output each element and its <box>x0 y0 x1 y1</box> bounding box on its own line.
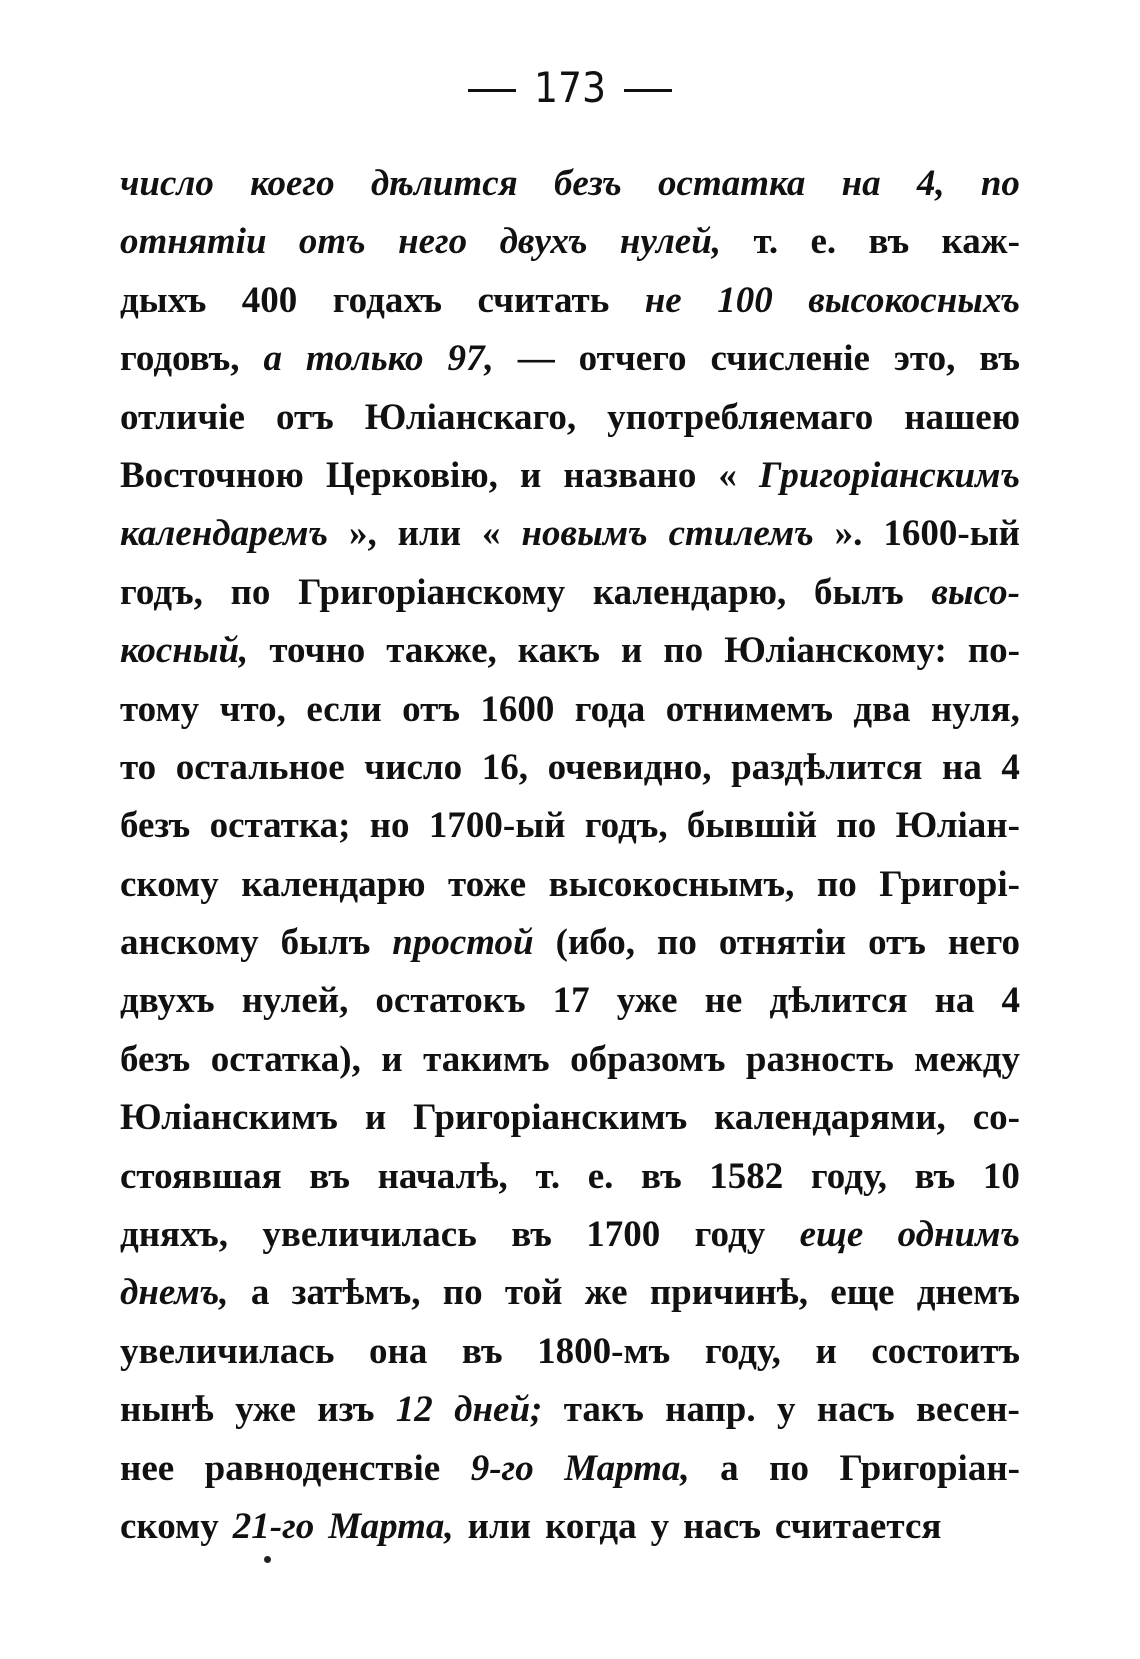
word: остатка; <box>209 805 351 847</box>
word: въ <box>641 1155 682 1197</box>
word: считается <box>774 1505 942 1547</box>
word: въ <box>461 1330 503 1372</box>
italic-word: нулей, <box>619 221 722 263</box>
word: не <box>704 980 743 1022</box>
word: если <box>306 688 382 730</box>
word: — <box>517 338 555 380</box>
italic-word: отъ <box>298 221 366 263</box>
word: 400 <box>241 279 298 321</box>
word: число <box>364 746 463 788</box>
word: безъ <box>120 805 191 847</box>
word: годовъ, <box>120 338 240 380</box>
word: со- <box>972 1097 1020 1139</box>
word: увеличилась <box>262 1214 477 1256</box>
word: двухъ <box>120 980 215 1022</box>
word: состоитъ <box>871 1330 1020 1372</box>
text-line <box>120 1206 1020 1264</box>
italic-word: днемъ, <box>120 1272 229 1314</box>
word: отнимемъ <box>665 688 833 730</box>
word: Юліанскимъ <box>120 1097 338 1139</box>
word: или <box>397 513 462 555</box>
word: т. <box>535 1155 561 1197</box>
italic-word: 21-го <box>232 1505 315 1547</box>
word: нее <box>120 1447 175 1489</box>
header-dash-right <box>624 89 672 92</box>
word: насъ <box>816 1389 895 1431</box>
word: счисленіе <box>710 338 870 380</box>
italic-word: а <box>263 338 282 380</box>
word: также, <box>386 630 497 672</box>
word: стоявшая <box>120 1155 282 1197</box>
word: и <box>519 454 542 496</box>
word: по <box>230 571 271 613</box>
text-line <box>120 1031 1020 1089</box>
word: тоже <box>448 863 527 905</box>
word: раздѣлится <box>731 746 923 788</box>
word: когда <box>545 1505 637 1547</box>
italic-word: 97, <box>447 338 494 380</box>
italic-word: только <box>305 338 424 380</box>
word: и <box>815 1330 837 1372</box>
italic-word: стилемъ <box>668 513 814 555</box>
text-line <box>120 272 1020 330</box>
word: него <box>947 922 1020 964</box>
word: году <box>694 1214 766 1256</box>
page-number: 173 <box>533 63 607 112</box>
word: дыхъ <box>120 279 207 321</box>
word: анскому <box>120 922 259 964</box>
word: « <box>718 454 737 496</box>
word: остатокъ <box>375 980 526 1022</box>
word: отъ <box>868 922 926 964</box>
word: 1582 <box>709 1155 784 1197</box>
text-line <box>120 1089 1020 1147</box>
word: отличіе <box>120 396 245 438</box>
italic-word: остатка <box>658 163 806 204</box>
word: 16, <box>481 746 528 788</box>
word: днемъ <box>916 1272 1020 1314</box>
word: по <box>442 1272 483 1314</box>
word: Григорі- <box>879 863 1020 905</box>
word: нуля, <box>930 688 1020 730</box>
word: (ибо, <box>555 922 636 964</box>
word: е. <box>587 1155 614 1197</box>
text-line <box>120 1148 1020 1206</box>
word: очевидно, <box>547 746 712 788</box>
italic-word: 9-го <box>470 1447 534 1489</box>
word: 4 <box>1001 980 1020 1022</box>
word: 1700 <box>586 1214 661 1256</box>
word: и <box>381 1038 403 1080</box>
word: году, <box>704 1330 781 1372</box>
word: такимъ <box>423 1038 550 1080</box>
body-text <box>120 155 1020 1556</box>
word: годахъ <box>332 279 442 321</box>
word: отъ <box>275 396 334 438</box>
word: года <box>574 688 646 730</box>
word: отчего <box>578 338 687 380</box>
word: былъ <box>813 571 904 613</box>
header-dash-left <box>468 89 516 92</box>
word: Юліан- <box>895 805 1020 847</box>
word: а <box>250 1272 270 1314</box>
word: 17 <box>552 980 590 1022</box>
word: дѣлится <box>769 980 908 1022</box>
word: Восточною <box>120 454 304 496</box>
word: уже <box>235 1389 296 1431</box>
word: 1700-ый <box>428 805 566 847</box>
word: затѣмъ, <box>291 1272 421 1314</box>
italic-word: высо- <box>931 571 1020 613</box>
italic-word: не <box>644 279 682 321</box>
word: въ <box>309 1155 350 1197</box>
word: точно <box>269 630 366 672</box>
word: считать <box>477 279 610 321</box>
word: и <box>620 630 643 672</box>
italic-word: календаремъ <box>120 513 328 555</box>
word: на <box>934 980 975 1022</box>
word: а <box>720 1447 739 1489</box>
word: въ <box>914 1155 956 1197</box>
word: е. <box>810 221 837 263</box>
word: то <box>120 746 157 788</box>
word: « <box>482 513 501 555</box>
text-line <box>120 622 1020 680</box>
italic-word: 100 <box>717 279 773 321</box>
word: же <box>584 1272 628 1314</box>
word: изъ <box>317 1389 375 1431</box>
word: 1600-ый <box>883 513 1020 555</box>
word: уже <box>616 980 678 1022</box>
word: 10 <box>982 1155 1020 1197</box>
print-speck <box>264 1556 271 1563</box>
italic-word: дней; <box>454 1389 543 1431</box>
text-line <box>120 1440 1020 1498</box>
word: нашею <box>904 396 1020 438</box>
word: каж- <box>941 221 1020 263</box>
word: той <box>504 1272 563 1314</box>
text-line <box>120 797 1020 855</box>
text-line <box>120 447 1020 505</box>
word: весен- <box>916 1389 1020 1431</box>
word: но <box>369 805 410 847</box>
word: равноденствіе <box>204 1447 441 1489</box>
word: тому <box>120 688 200 730</box>
word: Церковію, <box>325 454 498 496</box>
text-line <box>120 505 1020 563</box>
italic-word: него <box>398 221 468 263</box>
word: Юліанскому: <box>724 630 947 672</box>
text-line <box>120 564 1020 622</box>
word: въ <box>868 221 910 263</box>
word: употребляемаго <box>607 396 874 438</box>
text-line <box>120 1323 1020 1381</box>
word: Юліанскаго, <box>364 396 577 438</box>
word: по <box>663 630 704 672</box>
italic-word: безъ <box>553 163 622 204</box>
word: бывшій <box>686 805 818 847</box>
italic-word: дѣлится <box>370 163 518 204</box>
word: по <box>816 863 857 905</box>
word: высокоснымъ, <box>548 863 795 905</box>
word: у <box>650 1505 670 1547</box>
word: 1600 <box>480 688 555 730</box>
word: насъ <box>683 1505 761 1547</box>
word: между <box>914 1038 1020 1080</box>
italic-word: по <box>980 163 1020 204</box>
word: календарями, <box>714 1097 946 1139</box>
text-line <box>120 739 1020 797</box>
page-header <box>0 62 1140 114</box>
text-line <box>120 856 1020 914</box>
word: что, <box>219 688 286 730</box>
text-line <box>120 330 1020 388</box>
word: причинѣ, <box>649 1272 808 1314</box>
word: годъ, <box>120 571 203 613</box>
word: безъ <box>120 1038 191 1080</box>
word: по- <box>967 630 1020 672</box>
word: на <box>942 746 982 788</box>
word: увеличилась <box>120 1330 335 1372</box>
word: такъ <box>563 1389 644 1431</box>
word: отъ <box>402 688 460 730</box>
text-line <box>120 1381 1020 1439</box>
word: по <box>769 1447 809 1489</box>
word: по <box>657 922 697 964</box>
text-line <box>120 972 1020 1030</box>
word: ». <box>834 513 863 555</box>
word: году, <box>810 1155 887 1197</box>
italic-word: косный, <box>120 630 249 672</box>
word: нынѣ <box>120 1389 214 1431</box>
word: началѣ, <box>377 1155 508 1197</box>
word: у <box>777 1389 796 1431</box>
word: образомъ <box>570 1038 726 1080</box>
italic-word: двухъ <box>499 221 588 263</box>
word: Григоріан- <box>839 1447 1020 1489</box>
italic-word: Марта, <box>328 1505 454 1547</box>
italic-word: коего <box>250 163 335 204</box>
italic-word: Марта, <box>564 1447 690 1489</box>
word: еще <box>830 1272 895 1314</box>
word: и <box>364 1097 387 1139</box>
word: или <box>467 1505 532 1547</box>
word: она <box>369 1330 428 1372</box>
text-line <box>120 1498 1020 1556</box>
text-line <box>120 213 1020 271</box>
word: какъ <box>517 630 600 672</box>
text-line <box>120 914 1020 972</box>
word: два <box>853 688 911 730</box>
word: нулей, <box>241 980 349 1022</box>
italic-word: однимъ <box>897 1214 1020 1256</box>
italic-word: Григоріанскимъ <box>759 454 1020 496</box>
italic-word: число <box>120 163 214 204</box>
word: », <box>348 513 377 555</box>
word: 1800-мъ <box>537 1330 671 1372</box>
italic-word: еще <box>799 1214 864 1256</box>
italic-word: отнятіи <box>120 221 267 263</box>
word: Григоріанскому <box>298 571 566 613</box>
word: 4 <box>1001 746 1020 788</box>
italic-word: простой <box>392 922 534 964</box>
word: скому <box>120 1505 219 1547</box>
text-line <box>120 1264 1020 1322</box>
word: въ <box>511 1214 552 1256</box>
text-line <box>120 681 1020 739</box>
word: это, <box>893 338 956 380</box>
word: былъ <box>280 922 371 964</box>
word: названо <box>563 454 697 496</box>
word: календарю <box>241 863 426 905</box>
word: напр. <box>665 1389 756 1431</box>
word: разность <box>745 1038 894 1080</box>
word: отнятіи <box>718 922 847 964</box>
word: т. <box>753 221 779 263</box>
italic-word: высокосныхъ <box>808 279 1020 321</box>
word: календарю, <box>592 571 787 613</box>
word: скому <box>120 863 219 905</box>
italic-word: 4, <box>916 163 945 204</box>
word: остатка), <box>210 1038 361 1080</box>
word: по <box>836 805 877 847</box>
text-line <box>120 389 1020 447</box>
italic-word: 12 <box>395 1389 433 1431</box>
italic-word: новымъ <box>521 513 648 555</box>
italic-word: на <box>841 163 881 204</box>
word: остальное <box>175 746 345 788</box>
word: дняхъ, <box>120 1214 228 1256</box>
word: Григоріанскимъ <box>413 1097 688 1139</box>
text-line <box>120 155 1020 213</box>
word: годъ, <box>584 805 668 847</box>
word: въ <box>979 338 1020 380</box>
